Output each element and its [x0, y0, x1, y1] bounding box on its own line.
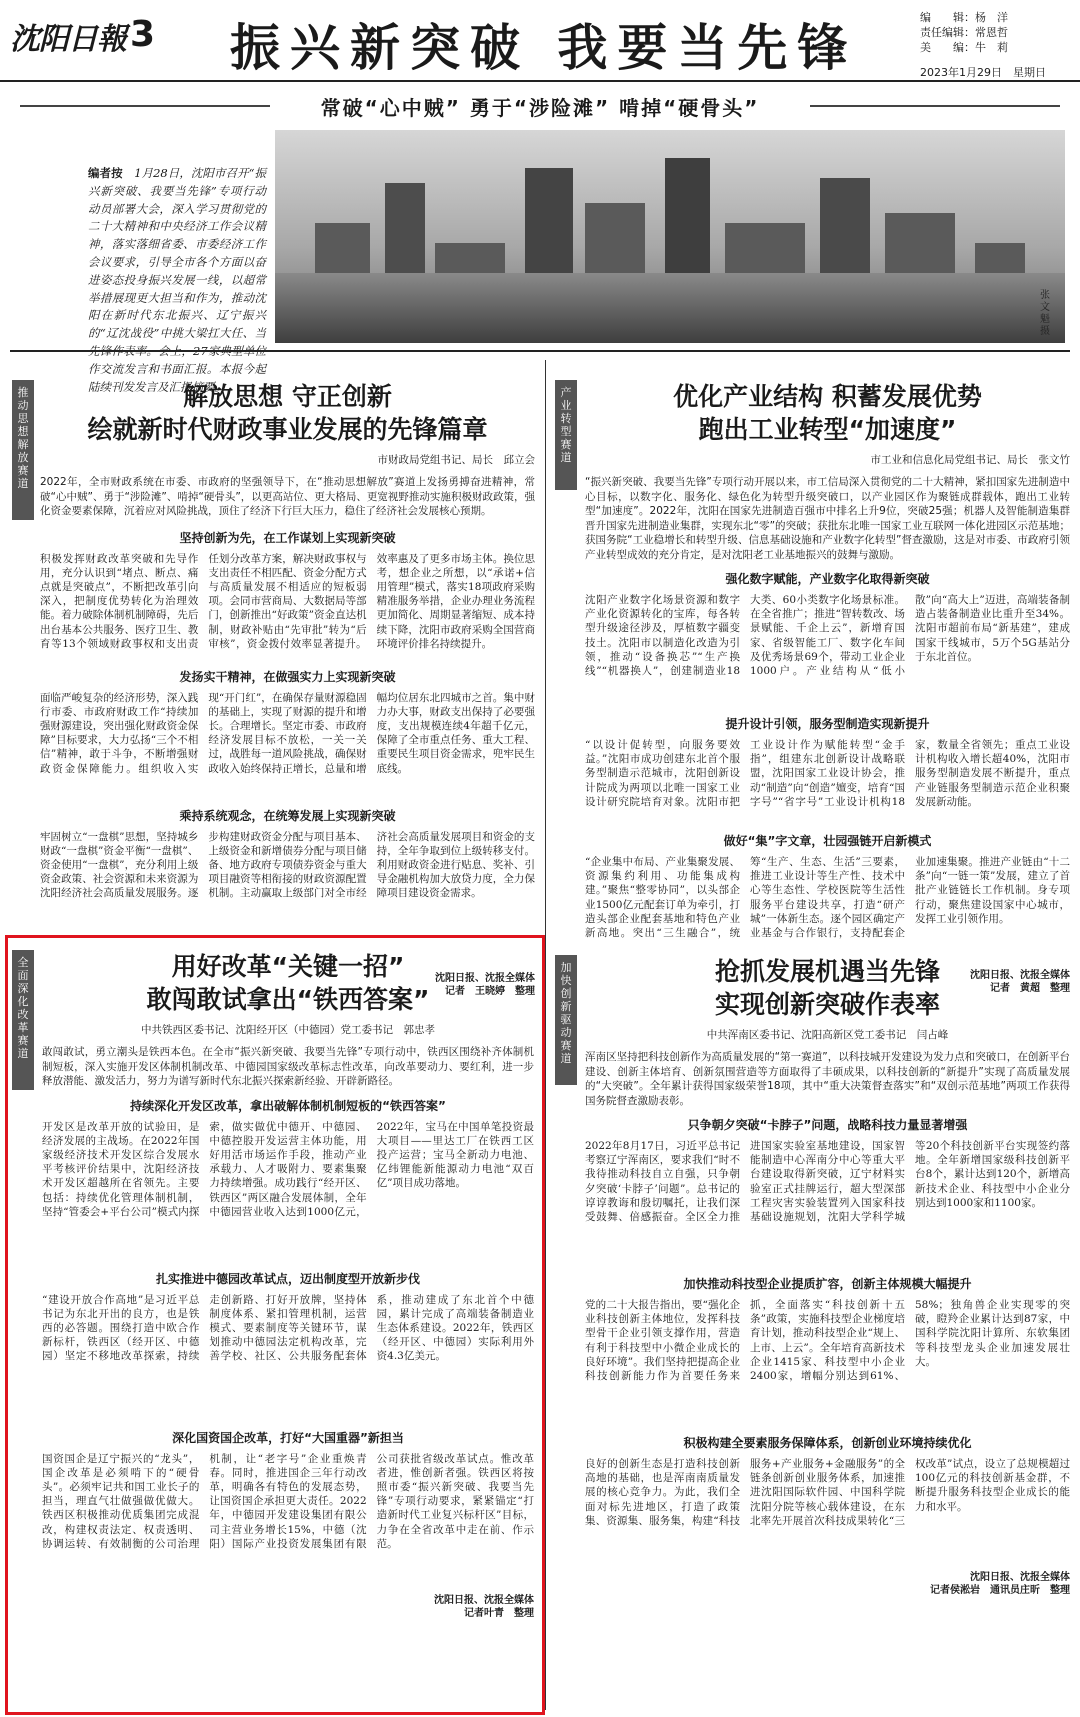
- article-body: 国资国企是辽宁振兴的“龙头”，国企改革是必须啃下的“硬骨头”。必须牢记共和国工业长子的担当，理直气壮做强做优做大。铁西区积极推动优质集团完成混改，构建权责法定、权责透明、协调运转、有效制衡的公司治理机制，让“老字号”企业重焕青春。同时，推进国企三年行动改革，明确各有特色的发展态势，让国资国企承担更大责任。2022年，中德园开发建设集团有限公司主营业务增长15%，中德（沈阳）国际产业投资发展集团有限公司获批省级改革试点。惟改革者进，惟创新者强。铁西区将按照市委“振兴新突破、我要当先锋”专项行动要求，紧紧锚定“打造新时代工业复兴标杆区”目标，力争在全省改革中走在前、作示范。: [42, 1452, 534, 1550]
- article-section-tag: 全面深化改革赛道: [12, 950, 34, 1090]
- article-body: 牢固树立“一盘棋”思想，坚持城乡财政“一盘棋”资金平衡“一盘棋”、资金使用“一盘棋”，充分利用上级资金政策、社会资源和未来资源为沈阳经济社会高质量发展服务。逐步构建财政资金分配与项目基本、上级资金和新增债券分配与项目储备、地方政府专项债券资金与重大项目融资等相衔接的财政资源配置机制。主动赢取上级部门对全市经济社会高质量发展项目和资金的支持，全年争取到位上级转移支付。利用财政资金进行贴息、奖补、引导金融机构加大放贷力度，全力保障项目建设资金需求。: [40, 830, 535, 900]
- article-credit: 记者 黄超 整理: [990, 983, 1070, 994]
- article-body: “以设计促转型，向服务要效益。”沈阳市成功创建东北首个服务型制造示范城市，沈阳创新设计院成为两项以北唯一国家工业设计研究院培育对象。沈阳市把工业设计作为赋能转型“金手指”，组建东北创新设计战略联盟，沈阳国家工业设计协会，推动“制造”向“创造”嬗变，培育“国字号”“省字号”工业设计机构18家，数量全省领先；重点工业设计机构收入增长超40%，沈阳市服务型制造发展不断提升，重点产业链服务型制造示范企业积聚发展新动能。: [585, 739, 1070, 808]
- newspaper-logo: 沈阳日報: [10, 22, 126, 57]
- masthead: [0, 0, 1080, 82]
- article-body: 良好的创新生态是打造科技创新高地的基础，也是浑南南质量发展的核心竞争力。为此，我们全面对标先进地区，打造了政策集、资源集、服务集，构建“科技服务+产业服务+金融服务”的全链条创新创业服务体系，加速推进沈阳国际软件园、中国科学院沈阳分院等核心载体建设，在东北率先开展首次科技成果转化“三权改革”试点，设立了总规模超过100亿元的科技创新基金群，不断提升服务科技型企业成长的能力和水平。: [585, 1458, 1070, 1527]
- article-credit: 沈阳日报、沈报全媒体: [435, 972, 535, 984]
- article-byline: 市财政局党组书记、局长 邱立会: [377, 454, 535, 466]
- article-credit: 沈阳日报、沈报全媒体: [970, 1572, 1070, 1583]
- article-subheading: 扎实推进中德园改革试点，迈出制度型开放新步伐: [155, 1271, 420, 1286]
- article-title-line1: 解放思想 守正创新: [183, 382, 392, 411]
- article-body: 沈阳产业数字化场景资源和数字产业化资源转化的宝库，每各转型升级途径涉及，厚植数字疆变技土。沈阳市以制造化改造为引领，推动“设备换芯”“生产换线”“机器换人”，创建制造业18大类、60小类数字化场景标准。在全省推广；推进“智转数改、场景赋能、千企上云”，新增育国家、省级智能工厂、数字化车间及优秀场景69个，带动工业企业1000户。产业结构从“低小散”向“高大上”迈进，高端装备制造占装备制造业比重升至34%。沈阳市超前布局“新基建”，建成国家干线城市，5万个5G基站分于东北首位。: [585, 594, 1070, 678]
- article-subheading: 只争朝夕突破“卡脖子”问题，战略科技力量显著增强: [687, 1118, 968, 1132]
- article-subheading: 积极构建全要素服务保障体系，创新创业环境持续优化: [683, 1436, 972, 1450]
- article-credit: 记者 王晓婷 整理: [445, 985, 535, 997]
- editor-line: 责任编辑：常恩哲: [920, 26, 1008, 39]
- article-lead: “振兴新突破、我要当先锋”专项行动开展以来，市工信局深入贯彻党的二十大精神，紧扣国家先进制造中心目标，以数字化、服务化、绿色化为转型升级突破口，以产业园区作为聚链成群载体，跑出工业转型“加速度”。2022年，沈阳在国家先进制造百强市中排名上升9位，突破25强；机器人及智能制造集群晋升国家先进制造业集群，实现东北“零”的突破；获批东北唯一国家工业互联网一体化进园区示范基地；获国务院“工业稳增长和转型升级、信息基础设施和产业数字化转型”督查激励，这是对市委、市政府引领产业转型成效的充分肯定，是对沈阳老工业基地振兴的鼓舞与激励。: [585, 476, 1070, 561]
- article-byline: 中共浑南区委书记、沈阳高新区党工委书记 闫占峰: [706, 1029, 949, 1041]
- page-number: 3: [130, 14, 156, 55]
- article-credit: 记者侯淞岩 通讯员庄昕 整理: [930, 1585, 1070, 1596]
- article-body: 积极发挥财政改革突破和先导作用，充分认识到“堵点、断点、痛点就是突破点”，不断把改革引向深入，把制度优势转化为治理效能。着力破除体制机制障碍，先后出台基本公共服务、医疗卫生、教育等13个领域财政事权和支出责任划分改革方案，解决财政事权与支出责任不相匹配、资金分配方式与高质量发展不相适应的短板弱项。会同市营商局、大数据局等部门，创新推出“好政策”资金直达机制，财政补贴由“先审批”转为“后审核”，资金拨付效率显著提升。效率惠及了更多市场主体。换位思考，想企业之所想，以“承诺+信用管理”模式，落实18项政府采购精准服务举措，企业办理业务流程更加简化、周期显著缩短、成本持续下降，沈阳市政府采购全国营商环境评价排名持续提升。: [40, 552, 535, 650]
- article-title-line2: 跑出工业转型“加速度”: [698, 415, 957, 444]
- article-credit: 沈阳日报、沈报全媒体: [970, 970, 1070, 981]
- article-subheading: 持续深化开发区改革，拿出破解体制机制短板的“铁西答案”: [130, 1098, 446, 1113]
- article-subheading: 做好“集”字文章，壮园强链开启新模式: [723, 834, 932, 848]
- article-credit: 沈阳日报、沈报全媒体: [434, 1594, 534, 1606]
- article-section-tag: 加快创新驱动赛道: [555, 955, 577, 1085]
- article-section-tag: 产业转型赛道: [555, 380, 577, 490]
- article-body: 党的二十大报告指出，要“强化企业科技创新主体地位，发挥科技型骨干企业引领支撑作用，营造有利于科技型中小微企业成长的良好环境”。我们坚持把提高企业科技创新能力作为首要任务来抓，全面落实“科技创新十五条”政策，实施科技型企业梯度培育计划，推动科技型企业“规上、上市、上云”。全年培育高新技术企业1415家、科技型中小企业2400家，增幅分别达到61%、58%；独角兽企业实现零的突破，瞪羚企业累计达到87家，中国科学院沈阳计算所、东软集团等科技型龙头企业加速发展壮大。: [585, 1299, 1070, 1383]
- article-body: 开发区是改革开放的试验田，是经济发展的主战场。在2022年国家级经济技术开发区综合发展水平考核评价结果中，沈阳经济技术开发区超越所在省领先。主要包括：持续优化管理体制机制，坚持“管委会+平台公司”模式内探索，做实做优中德开、中德园、中德控股开发运营主体功能，用好用活市场运作手段，推动产业承载力、人才吸附力、要素集聚力持续增强。成功践行“经开区、铁西区”两区融合发展体制，全年中德园营业收入达到1000亿元，2022年，宝马在中国单笔投资最大项目——里达工厂在铁西工区投产运营；宝马全新动力电池、亿纬锂能新能源动力电池“双百亿”项目成功落地。: [42, 1120, 534, 1218]
- page-title: 振兴新突破 我要当先锋: [230, 19, 858, 77]
- article-subheading: 乘持系统观念，在统筹发展上实现新突破: [179, 808, 396, 823]
- article-title-line2: 绘就新时代财政事业发展的先锋篇章: [87, 415, 488, 444]
- article-body: “企业集中布局、产业集聚发展、资源集约利用、功能集成构建。”聚焦“整零协同”，以头部企业1500亿元配套订单为牵引，打造头部企业配套基地和特色产业新高地。突出“三生融合”，统筹“生产、生态、生活”三要素，推进工业设计等生产性、技术中心等生态性、学校医院等生活性服务平台建设共享，打造“研产城”一体新生态。逐个园区确定产业基金与合作银行，支持配套企业加速集聚。推进产业链由“十二条”向“一链一策”发展，建立了首批产业链链长工作机制。身专项行动，聚焦建设国家中心城市，发挥工业引领作用。: [585, 856, 1070, 940]
- editor-note-label: 编者按: [88, 166, 123, 180]
- section-divider: [10, 350, 1070, 352]
- article-body: 面临严峻复杂的经济形势，深入践行市委、市政府财政工作“持续加强财源建设，突出强化财政资金保障”目标要求，大力弘扬“三个不相信”精神，敢于斗争，不断增强财政资金保障能力。组织收入实现“开门红”，在确保存量财源稳固的基础上，实现了财源的提升和增长。合理增长。坚定市委、市政府经济发展目标不放松，一关一关过，战胜每一道风险挑战，确保财政收入始终保持正增长，总量和增幅均位居东北四城市之首。集中财力办大事，财政支出保持了必要强度，支出规模连续4年超千亿元，保障了全市重点任务、重大工程、重要民生项目资金需求，兜牢民生底线。: [40, 691, 535, 775]
- article-byline: 市工业和信息化局党组书记、局长 张文竹: [870, 454, 1070, 466]
- article-industry: [585, 380, 1070, 995]
- slogan-banner: 常破“心中贼” 勇于“涉险滩” 啃掉“硬骨头”: [10, 92, 1070, 120]
- editor-credits: [920, 10, 1070, 55]
- article-lead: 敢闯敢试，勇立潮头是铁西本色。在全市“振兴新突破、我要当先锋”专项行动中，铁西区围绕补齐体制机制短板，深入实施开发区体制机制改革、中德园国家级改革标志性改革，向改革要动力、要红利，进一步释放潜能、激发活力，努力为谱写新时代东北振兴探索新经验、开辟新路径。: [42, 1046, 534, 1087]
- article-innovation: [585, 955, 1070, 1597]
- article-title-line1: 用好改革“关键一招”: [171, 952, 405, 981]
- article-finance: [40, 380, 535, 998]
- article-subheading: 提升设计引领，服务型制造实现新提升: [725, 717, 930, 731]
- article-subheading: 强化数字赋能，产业数字化取得新突破: [725, 572, 930, 586]
- editor-note-text: 1月28日，沈阳市召开“振兴新突破、我要当先锋”专项行动动员部署大会，深入学习贯彻党的二十大精神和中央经济工作会议精神，落实落细省委、市委经济工作会议要求，引导全市各个方面以奋进姿态投身振兴发展一线，以超常举措展现更大担当和作为，推动沈阳在新时代东北振兴、辽宁振兴的“辽沈战役”中挑大梁扛大任、当 作交流发言和书面汇报。本报今起陆续刊发发言及汇报摘要。: [88, 166, 267, 394]
- article-subheading: 深化国资国企改革，打好“大国重器”新担当: [172, 1430, 404, 1445]
- article-subheading: 发扬实干精神，在做强实力上实现新突破: [179, 669, 396, 684]
- article-byline: 中共铁西区委书记、沈阳经开区（中德园）党工委书记 郭忠孝: [141, 1024, 435, 1036]
- article-title-line1: 抢抓发展机遇当先锋: [714, 957, 940, 986]
- editor-note: [88, 165, 266, 396]
- article-title-line2: 敢闯敢试拿出“铁西答案”: [146, 985, 430, 1014]
- article-lead: 2022年，全市财政系统在市委、市政府的坚强领导下，在“推动思想解放”赛道上发扬勇搏奋进精神，常破“心中贼”、勇于“涉险滩”、啃掉“硬骨头”，以更高站位、更大格局、更宽视野推动实施积极财政政策，强化资金要素保障，沉着应对风险挑战，顶住了经济下行巨大压力，稳住了经济社会发展核心预期。: [40, 476, 535, 517]
- city-skyline-photo: [275, 130, 1065, 343]
- article-subheading: 加快推动科技型企业提质扩容，创新主体规模大幅提升: [683, 1277, 972, 1291]
- editor-line: 美 编：牛 莉: [920, 41, 1008, 54]
- article-lead: 浑南区坚持把科技创新作为高质量发展的“第一赛道”，以科技城开发建设为发力点和突破口，在创新平台建设、创新主体培育、创新氛围营造等方面取得了丰硕成果，以科技创新的“新提升”实现了高质量发展的“大突破”。全年累计获得国家级荣誉18项，其中“重大决策督查落实”和“双创示范基地”两项工作获得国务院督查激励表彰。: [585, 1051, 1070, 1107]
- article-reform: [42, 950, 534, 1620]
- article-section-tag: 推动思想解放赛道: [12, 380, 34, 520]
- article-title-line1: 优化产业结构 积蓄发展优势: [673, 382, 982, 411]
- article-subheading: 坚持创新为先，在工作谋划上实现新突破: [179, 530, 396, 545]
- article-body: “建设开放合作高地”是习近平总书记为东北开出的良方，也是铁西的必答题。围绕打造中欧合作新标杆，铁西区（经开区、中德园）坚定不移地改革探索，持续走创新路、打好开放牌，坚持体制度体系、紧扣管理机制，运营模式、要素制度等关键环节，谋划推动中德园法定机构改革，完善学校、社区、公共服务配套体系，推动建成了东北首个中德园，累计完成了高端装备制造业生态体系建设。2022年，铁西区（经开区、中德园）实际利用外资4.3亿美元。: [42, 1293, 534, 1363]
- issue-date: 2023年1月29日 星期日: [920, 66, 1046, 79]
- editor-line: 编 辑：杨 洋: [920, 11, 1008, 24]
- article-body: 2022年8月17日，习近平总书记考察辽宁浑南区，要求我们“时不我待推动科技自立自强，只争朝夕突破‘卡脖子’问题”。总书记的谆谆教诲和殷切嘱托，让我们深受鼓舞、倍感振奋。全区全力推进国家实验室基地建设，国家智能制造中心浑南分中心等重大平台建设取得新突破，辽宁材料实验室正式挂牌运行，超大型深部工程灾害实验装置列入国家科技基础设施规划，沈阳大学科学城等20个科技创新平台实现签约落地。全年新增国家级科技创新平台8个，累计达到120个，新增高新技术企业、科技型中小企业分别达到1000家和1100家。: [585, 1140, 1070, 1224]
- article-credit: 记者叶青 整理: [464, 1607, 534, 1619]
- column-divider: [545, 360, 546, 1710]
- photo-credit: 张文魁摄: [1040, 290, 1050, 337]
- article-title-line2: 实现创新突破作表率: [714, 990, 940, 1019]
